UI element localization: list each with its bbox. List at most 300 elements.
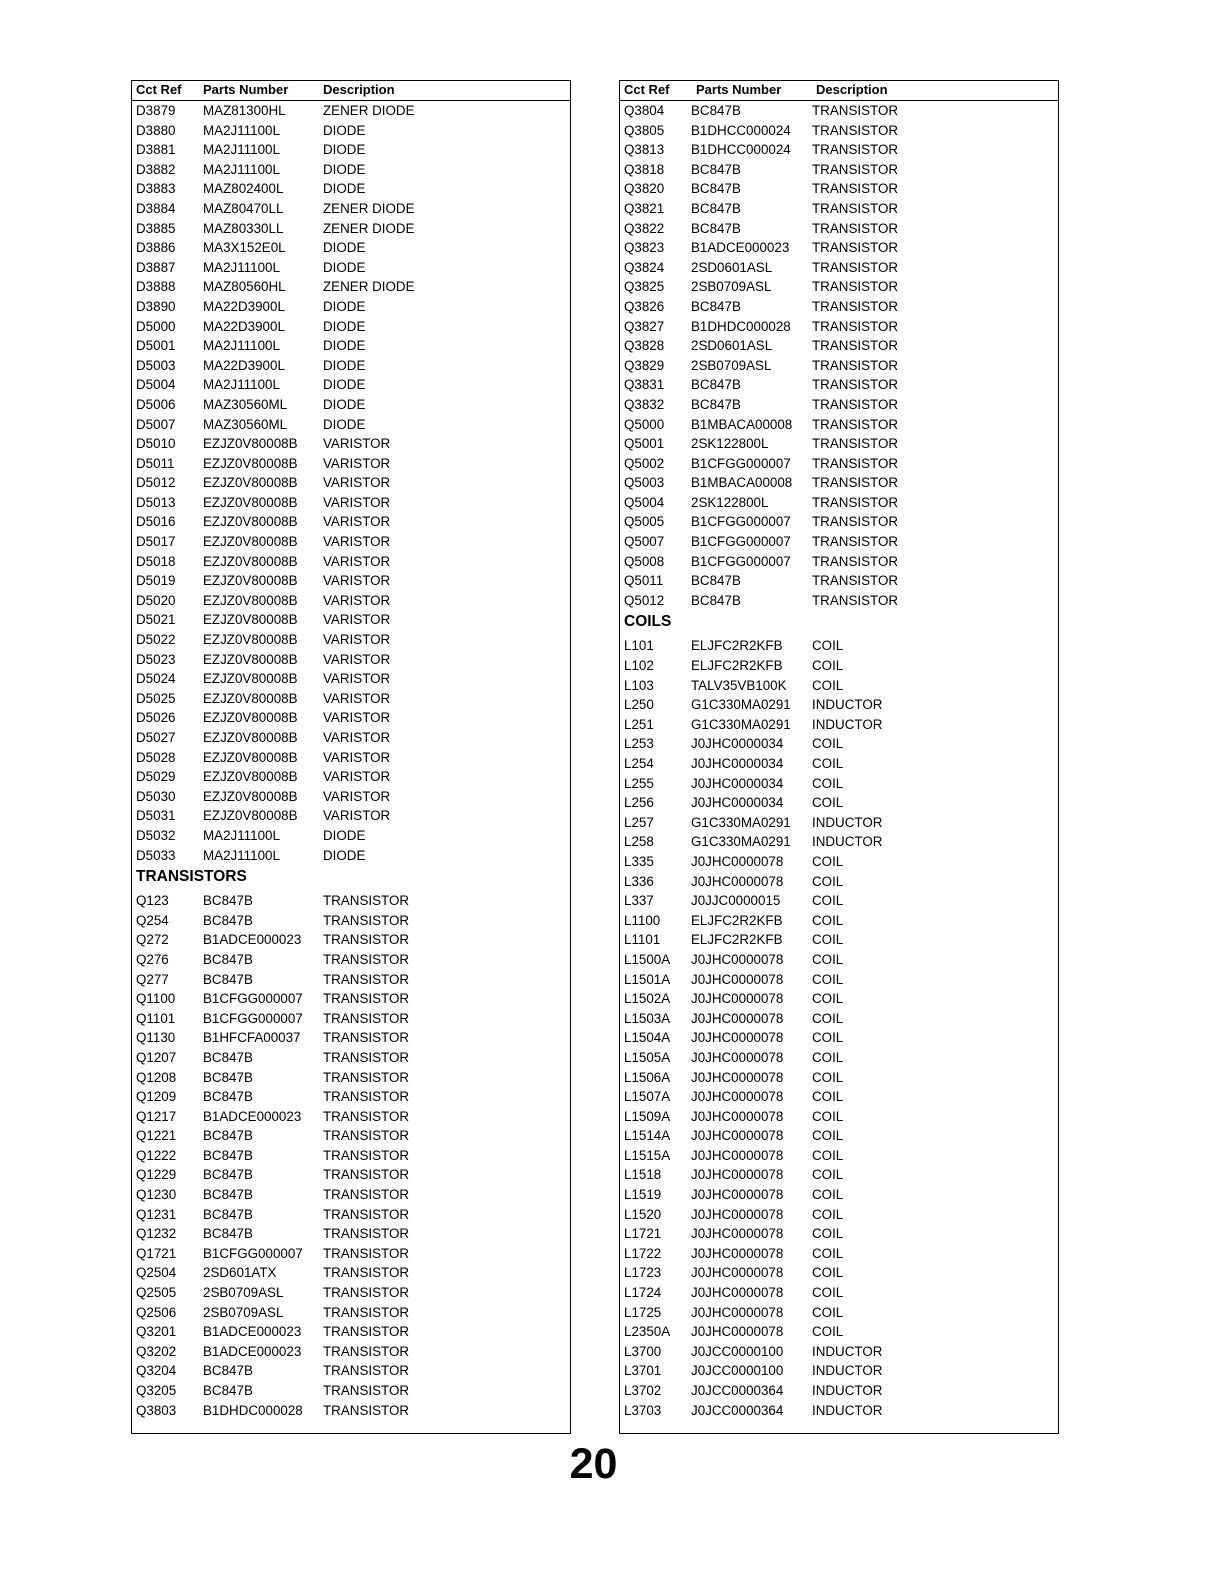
table-row (620, 911, 1058, 931)
description-cell: VARISTOR (323, 612, 391, 628)
parts-number-cell: G1C330MA0291 (691, 716, 791, 732)
table-row (132, 532, 570, 552)
parts-number-cell: TALV35VB100K (691, 677, 787, 693)
table-row (620, 970, 1058, 990)
parts-number-cell: J0JHC0000078 (691, 1108, 784, 1124)
cct-ref-cell: D5028 (136, 749, 176, 765)
cct-ref-cell: D5016 (136, 514, 176, 530)
parts-number-cell: EZJZ0V80008B (203, 534, 298, 550)
description-cell: TRANSISTOR (812, 475, 899, 491)
parts-number-cell: ELJFC2R2KFB (691, 932, 783, 948)
description-cell: VARISTOR (323, 671, 391, 687)
table-row (620, 636, 1058, 656)
cct-ref-cell: D3883 (136, 181, 176, 197)
parts-number-cell: B1CFGG000007 (691, 534, 791, 550)
description-cell: DIODE (323, 847, 366, 863)
parts-number-cell: J0JHC0000078 (691, 1030, 784, 1046)
parts-number-cell: EZJZ0V80008B (203, 651, 298, 667)
cct-ref-cell: D5011 (136, 455, 175, 471)
parts-number-cell: EZJZ0V80008B (203, 730, 298, 745)
parts-number-cell: MAZ80330LL (203, 220, 284, 236)
cct-ref-cell: Q276 (136, 951, 169, 967)
description-cell: COIL (812, 1147, 844, 1163)
cct-ref-cell: L3701 (624, 1363, 662, 1379)
table-row (620, 1224, 1058, 1244)
description-cell: DIODE (323, 377, 366, 393)
description-cell: DIODE (323, 122, 366, 138)
parts-number-cell: BC847B (203, 1069, 253, 1085)
cct-ref-cell: D3888 (136, 279, 176, 295)
table-row (620, 160, 1058, 180)
parts-number-cell: MAZ80470LL (203, 200, 284, 216)
parts-number-cell: BC847B (691, 103, 741, 118)
cct-ref-cell: L257 (624, 814, 654, 830)
parts-number-cell: 2SD601ATX (203, 1265, 277, 1281)
table-row (620, 493, 1058, 513)
table-row (132, 434, 570, 454)
cct-ref-cell: Q3803 (136, 1402, 177, 1418)
parts-number-cell: BC847B (203, 1187, 253, 1203)
cct-ref-cell: D5001 (136, 338, 176, 354)
cct-ref-cell: D5026 (136, 710, 176, 726)
table-row (620, 1381, 1058, 1401)
parts-number-cell: BC847B (691, 298, 741, 314)
parts-number-cell: BC847B (691, 161, 741, 177)
description-cell: TRANSISTOR (812, 279, 899, 295)
parts-number-cell: B1MBACA00008 (691, 416, 793, 432)
table-row (132, 199, 570, 219)
parts-number-cell: J0JHC0000078 (691, 853, 784, 869)
parts-number-cell: EZJZ0V80008B (203, 475, 298, 491)
table-row (620, 219, 1058, 239)
table-row (620, 774, 1058, 794)
parts-number-cell: MAZ81300HL (203, 103, 286, 118)
description-cell: COIL (812, 1010, 844, 1026)
table-row (132, 1361, 570, 1381)
description-cell: COIL (812, 1285, 844, 1301)
cct-ref-cell: Q1229 (136, 1167, 177, 1183)
table-row (620, 715, 1058, 735)
cct-ref-cell: D5004 (136, 377, 176, 393)
table-row (132, 728, 570, 748)
parts-number-cell: J0JHC0000078 (691, 1167, 784, 1183)
table-row (620, 473, 1058, 493)
description-cell: TRANSISTOR (323, 1383, 410, 1398)
cct-ref-cell: D5020 (136, 592, 176, 608)
table-row (620, 1205, 1058, 1225)
parts-number-cell: B1CFGG000007 (203, 1010, 303, 1026)
parts-number-cell: J0JHC0000078 (691, 1049, 784, 1065)
table-row (132, 219, 570, 239)
parts-number-cell: EZJZ0V80008B (203, 514, 298, 530)
description-cell: DIODE (323, 161, 366, 177)
parts-number-cell: B1ADCE000023 (203, 1108, 302, 1124)
parts-number-cell: EZJZ0V80008B (203, 710, 298, 726)
table-row (620, 101, 1058, 121)
parts-number-cell: EZJZ0V80008B (203, 690, 298, 706)
description-cell: TRANSISTOR (812, 161, 899, 177)
description-cell: TRANSISTOR (812, 553, 899, 569)
cct-ref-cell: Q3804 (624, 103, 665, 118)
parts-number-cell: BC847B (203, 1147, 253, 1163)
description-cell: VARISTOR (323, 769, 391, 785)
parts-number-cell: B1ADCE000023 (203, 1343, 302, 1359)
table-row (620, 356, 1058, 376)
table-row (620, 297, 1058, 317)
cct-ref-cell: L102 (624, 658, 654, 674)
parts-number-cell: EZJZ0V80008B (203, 612, 298, 628)
description-cell: COIL (812, 971, 844, 987)
table-row (132, 950, 570, 970)
table-row (132, 121, 570, 141)
table-header (620, 81, 1058, 101)
parts-number-cell: 2SB0709ASL (203, 1304, 284, 1320)
cct-ref-cell: D5006 (136, 396, 176, 412)
parts-number-cell: B1ADCE000023 (691, 240, 790, 256)
description-cell: COIL (812, 795, 844, 811)
cct-ref-cell: Q3827 (624, 318, 665, 334)
parts-number-cell: J0JHC0000034 (691, 775, 784, 791)
cct-ref-cell: Q2505 (136, 1285, 177, 1301)
cct-ref-cell: L1723 (624, 1265, 662, 1281)
table-row (132, 970, 570, 990)
table-row (620, 950, 1058, 970)
table-row (620, 872, 1058, 892)
cct-ref-cell: L1515A (624, 1147, 671, 1163)
table-row (132, 238, 570, 258)
header-cct-ref: Cct Ref (624, 82, 670, 97)
table-row (132, 610, 570, 630)
table-row (132, 571, 570, 591)
description-cell: COIL (812, 1304, 844, 1320)
parts-number-cell: 2SB0709ASL (691, 279, 772, 295)
parts-number-cell: MA22D3900L (203, 357, 285, 373)
cct-ref-cell: D5023 (136, 651, 176, 667)
parts-number-cell: J0JHC0000078 (691, 1226, 784, 1242)
description-cell: TRANSISTOR (323, 1010, 410, 1026)
description-cell: TRANSISTOR (323, 1245, 410, 1261)
cct-ref-cell: D5000 (136, 318, 176, 334)
parts-number-cell: MAZ30560ML (203, 416, 288, 432)
description-cell: TRANSISTOR (812, 103, 899, 118)
table-row (132, 552, 570, 572)
description-cell: VARISTOR (323, 475, 391, 491)
description-cell: INDUCTOR (812, 697, 883, 713)
table-body (620, 101, 1058, 1420)
parts-number-cell: B1MBACA00008 (691, 475, 793, 491)
table-row (620, 532, 1058, 552)
parts-number-cell: B1CFGG000007 (691, 514, 791, 530)
description-cell: TRANSISTOR (323, 1285, 410, 1301)
table-row (132, 473, 570, 493)
description-cell: COIL (812, 1324, 844, 1340)
description-cell: ZENER DIODE (323, 220, 415, 236)
description-cell: VARISTOR (323, 632, 391, 648)
cct-ref-cell: L1500A (624, 951, 671, 967)
cct-ref-cell: L337 (624, 893, 654, 909)
parts-number-cell: MA3X152E0L (203, 240, 286, 256)
table-row (132, 1283, 570, 1303)
description-cell: COIL (812, 1245, 844, 1261)
cct-ref-cell: Q272 (136, 932, 169, 948)
description-cell: TRANSISTOR (323, 1363, 410, 1379)
description-cell: DIODE (323, 298, 366, 314)
cct-ref-cell: Q1209 (136, 1089, 177, 1105)
parts-number-cell: BC847B (203, 1363, 253, 1379)
cct-ref-cell: L253 (624, 736, 654, 752)
table-row (132, 336, 570, 356)
parts-number-cell: B1HFCFA00037 (203, 1030, 301, 1046)
description-cell: COIL (812, 677, 844, 693)
table-row (132, 1028, 570, 1048)
description-cell: COIL (812, 1128, 844, 1144)
parts-number-cell: BC847B (203, 1049, 253, 1065)
cct-ref-cell: D3879 (136, 103, 176, 118)
table-row (132, 1126, 570, 1146)
description-cell: TRANSISTOR (812, 240, 899, 256)
parts-number-cell: B1CFGG000007 (203, 1245, 303, 1261)
table-header (132, 81, 570, 101)
table-row (620, 676, 1058, 696)
table-row (620, 1028, 1058, 1048)
cct-ref-cell: Q3805 (624, 122, 665, 138)
cct-ref-cell: L3700 (624, 1343, 662, 1359)
table-row (132, 1322, 570, 1342)
parts-number-cell: 2SK122800L (691, 436, 769, 452)
table-row (132, 415, 570, 435)
parts-number-cell: MA2J11100L (203, 122, 280, 138)
cct-ref-cell: L1518 (624, 1167, 662, 1183)
right-parts-table (619, 80, 1059, 1434)
table-row (620, 415, 1058, 435)
description-cell: COIL (812, 736, 844, 752)
parts-number-cell: J0JHC0000078 (691, 1265, 784, 1281)
parts-number-cell: BC847B (691, 396, 741, 412)
description-cell: VARISTOR (323, 808, 391, 824)
cct-ref-cell: L1519 (624, 1187, 662, 1203)
cct-ref-cell: Q254 (136, 912, 169, 928)
description-cell: VARISTOR (323, 494, 391, 510)
parts-number-cell: BC847B (203, 1206, 253, 1222)
description-cell: COIL (812, 1089, 844, 1105)
description-cell: TRANSISTOR (323, 1226, 410, 1242)
cct-ref-cell: D3886 (136, 240, 176, 256)
parts-number-cell: EZJZ0V80008B (203, 788, 298, 804)
description-cell: COIL (812, 756, 844, 771)
table-row (132, 1146, 570, 1166)
header-description: Description (323, 82, 395, 97)
description-cell: COIL (812, 1108, 844, 1124)
description-cell: TRANSISTOR (323, 1304, 410, 1320)
description-cell: TRANSISTOR (812, 122, 899, 138)
table-row (620, 591, 1058, 611)
description-cell: TRANSISTOR (812, 534, 899, 550)
description-cell: TRANSISTOR (812, 396, 899, 412)
cct-ref-cell: Q5002 (624, 455, 665, 471)
description-cell: TRANSISTOR (812, 338, 899, 354)
cct-ref-cell: Q5000 (624, 416, 665, 432)
description-cell: TRANSISTOR (812, 494, 899, 510)
table-row (132, 787, 570, 807)
parts-number-cell: J0JHC0000034 (691, 736, 784, 752)
cct-ref-cell: L1514A (624, 1128, 671, 1144)
cct-ref-cell: L1507A (624, 1089, 671, 1105)
description-cell: TRANSISTOR (812, 416, 899, 432)
description-cell: TRANSISTOR (812, 377, 899, 393)
description-cell: TRANSISTOR (812, 259, 899, 275)
description-cell: COIL (812, 1265, 844, 1281)
cct-ref-cell: D5012 (136, 475, 176, 491)
table-row (620, 989, 1058, 1009)
parts-number-cell: B1CFGG000007 (203, 991, 303, 1007)
parts-number-cell: EZJZ0V80008B (203, 436, 298, 452)
parts-number-cell: J0JHC0000078 (691, 1187, 784, 1203)
description-cell: TRANSISTOR (323, 1402, 410, 1418)
parts-number-cell: J0JCC0000364 (691, 1383, 784, 1398)
cct-ref-cell: Q3204 (136, 1363, 177, 1379)
table-row (132, 1303, 570, 1323)
cct-ref-cell: L250 (624, 697, 654, 713)
header-description: Description (816, 82, 888, 97)
parts-number-cell: J0JCC0000100 (691, 1343, 784, 1359)
cct-ref-cell: Q5008 (624, 553, 665, 569)
cct-ref-cell: L3703 (624, 1402, 662, 1418)
cct-ref-cell: Q3823 (624, 240, 665, 256)
description-cell: DIODE (323, 318, 366, 334)
table-row (620, 832, 1058, 852)
cct-ref-cell: L254 (624, 756, 654, 771)
description-cell: TRANSISTOR (323, 932, 410, 948)
table-row (620, 734, 1058, 754)
parts-number-cell: EZJZ0V80008B (203, 808, 298, 824)
table-row (132, 826, 570, 846)
cct-ref-cell: L101 (624, 638, 654, 654)
table-row (132, 101, 570, 121)
description-cell: DIODE (323, 259, 366, 275)
description-cell: DIODE (323, 827, 366, 843)
parts-number-cell: BC847B (691, 220, 741, 236)
cct-ref-cell: D5024 (136, 671, 176, 687)
parts-number-cell: J0JHC0000078 (691, 1304, 784, 1320)
table-row (620, 891, 1058, 911)
table-row (620, 434, 1058, 454)
description-cell: TRANSISTOR (323, 1089, 410, 1105)
parts-number-cell: MA2J11100L (203, 827, 280, 843)
parts-number-cell: BC847B (691, 377, 741, 393)
description-cell: DIODE (323, 240, 366, 256)
cct-ref-cell: Q5005 (624, 514, 665, 530)
description-cell: INDUCTOR (812, 1363, 883, 1379)
cct-ref-cell: D5033 (136, 847, 176, 863)
table-row (132, 591, 570, 611)
table-row (132, 689, 570, 709)
cct-ref-cell: D5019 (136, 573, 176, 589)
description-cell: INDUCTOR (812, 1343, 883, 1359)
parts-number-cell: J0JHC0000078 (691, 1245, 784, 1261)
description-cell: COIL (812, 951, 844, 967)
parts-number-cell: BC847B (203, 893, 253, 909)
description-cell: TRANSISTOR (812, 436, 899, 452)
parts-number-cell: J0JHC0000078 (691, 1206, 784, 1222)
parts-number-cell: B1CFGG000007 (691, 553, 791, 569)
description-cell: COIL (812, 1049, 844, 1065)
table-row (132, 1009, 570, 1029)
description-cell: TRANSISTOR (812, 514, 899, 530)
parts-number-cell: MA2J11100L (203, 161, 280, 177)
table-row (620, 656, 1058, 676)
description-cell: TRANSISTOR (323, 1108, 410, 1124)
cct-ref-cell: Q3202 (136, 1343, 177, 1359)
table-row (620, 336, 1058, 356)
header-parts-number: Parts Number (203, 82, 289, 97)
table-row (132, 395, 570, 415)
cct-ref-cell: D3884 (136, 200, 176, 216)
cct-ref-cell: Q277 (136, 971, 169, 987)
table-row (132, 179, 570, 199)
parts-number-cell: ELJFC2R2KFB (691, 912, 783, 928)
table-row (132, 846, 570, 866)
parts-number-cell: EZJZ0V80008B (203, 573, 298, 589)
parts-number-cell: EZJZ0V80008B (203, 632, 298, 648)
description-cell: TRANSISTOR (323, 1324, 410, 1340)
table-row (132, 891, 570, 911)
cct-ref-cell: D5013 (136, 494, 176, 510)
section-heading: COILS (624, 613, 672, 631)
parts-number-cell: J0JHC0000078 (691, 951, 784, 967)
table-row (620, 258, 1058, 278)
cct-ref-cell: Q3822 (624, 220, 665, 236)
description-cell: TRANSISTOR (323, 1030, 410, 1046)
description-cell: COIL (812, 1206, 844, 1222)
cct-ref-cell: D5010 (136, 436, 176, 452)
table-body (132, 101, 570, 1420)
description-cell: COIL (812, 991, 844, 1007)
parts-number-cell: 2SB0709ASL (691, 357, 772, 373)
parts-number-cell: BC847B (203, 1089, 253, 1105)
cct-ref-cell: D5021 (136, 612, 176, 628)
cct-ref-cell: D3885 (136, 220, 176, 236)
table-row (620, 1263, 1058, 1283)
table-row (620, 1401, 1058, 1421)
parts-number-cell: J0JHC0000078 (691, 1128, 784, 1144)
table-row (620, 1185, 1058, 1205)
description-cell: TRANSISTOR (323, 1187, 410, 1203)
parts-number-cell: MA22D3900L (203, 318, 285, 334)
cct-ref-cell: L336 (624, 873, 654, 889)
description-cell: DIODE (323, 142, 366, 158)
cct-ref-cell: Q1130 (136, 1030, 176, 1046)
cct-ref-cell: L1724 (624, 1285, 662, 1301)
parts-number-cell: J0JCC0000364 (691, 1402, 784, 1418)
parts-number-cell: MA2J11100L (203, 142, 280, 158)
table-row (620, 1048, 1058, 1068)
table-row (620, 552, 1058, 572)
table-row (620, 317, 1058, 337)
cct-ref-cell: D5025 (136, 690, 176, 706)
table-row (620, 571, 1058, 591)
cct-ref-cell: Q3825 (624, 279, 665, 295)
description-cell: TRANSISTOR (812, 298, 899, 314)
parts-number-cell: J0JCC0000100 (691, 1363, 784, 1379)
cct-ref-cell: L1502A (624, 991, 671, 1007)
table-row (620, 1126, 1058, 1146)
parts-number-cell: BC847B (203, 912, 253, 928)
cct-ref-cell: Q5003 (624, 475, 665, 491)
description-cell: COIL (812, 912, 844, 928)
cct-ref-cell: D5031 (136, 808, 176, 824)
parts-number-cell: BC847B (203, 1226, 253, 1242)
table-row (132, 375, 570, 395)
